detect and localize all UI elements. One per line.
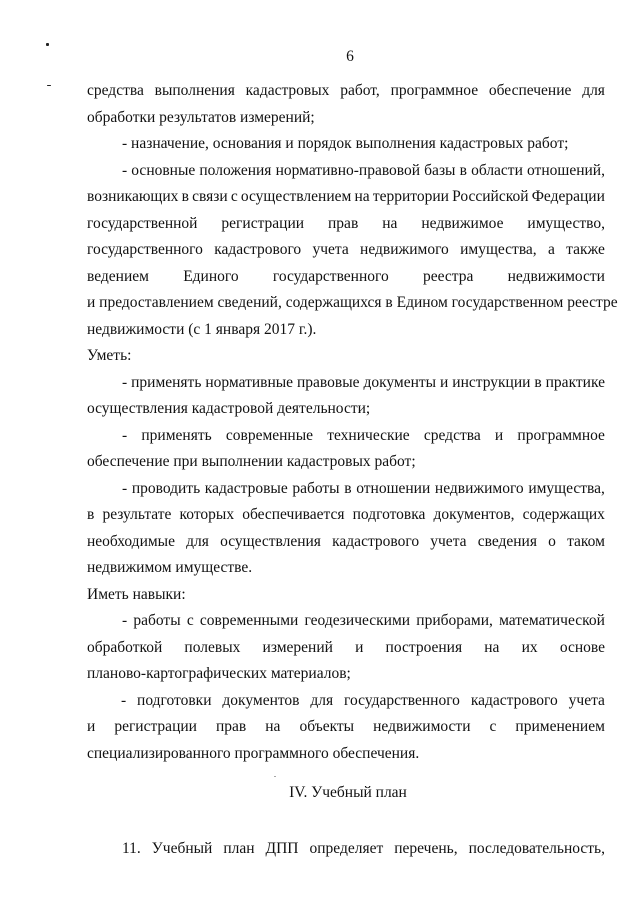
word: 11. <box>122 840 141 857</box>
clause-11 <box>87 836 605 863</box>
word: территории <box>372 188 449 205</box>
word: обеспечивается <box>242 506 345 523</box>
word: полевых <box>184 638 241 656</box>
body-text <box>87 78 618 767</box>
word: кадастрового <box>214 241 302 258</box>
word: геодезическими <box>304 612 411 629</box>
text-line: недвижимом имуществе. <box>87 559 253 576</box>
word: - <box>121 691 127 709</box>
word: государственного <box>272 267 389 285</box>
text-line <box>87 502 605 529</box>
word: на <box>382 214 398 232</box>
word: построения <box>385 638 463 656</box>
word: которых <box>179 506 235 523</box>
word: работ, <box>340 82 380 99</box>
word: на <box>484 638 500 656</box>
section-heading: IV. Учебный план <box>289 784 407 801</box>
word: государственного <box>344 691 460 709</box>
word: выполнения <box>154 82 235 99</box>
word: недвижимого <box>360 241 449 258</box>
word: Федерации <box>531 188 605 205</box>
word: документов, <box>433 506 515 523</box>
text-line <box>87 529 605 556</box>
word: с <box>489 718 497 735</box>
word: программное <box>517 426 605 444</box>
word: измерений <box>262 638 333 656</box>
text-line <box>87 211 605 238</box>
word: с <box>186 612 194 629</box>
word: для <box>582 82 605 99</box>
list-item <box>87 608 605 635</box>
word: а <box>547 241 555 258</box>
word: недвижимое <box>421 214 504 232</box>
word: таком <box>567 532 605 550</box>
word: отношении <box>356 479 431 497</box>
word: последовательность, <box>468 840 605 857</box>
text-line: осуществления кадастровой деятельности; <box>87 400 371 417</box>
list-item <box>87 158 605 185</box>
word: на <box>265 718 281 735</box>
word: для <box>186 532 209 550</box>
page-number: 6 <box>346 48 354 65</box>
word: прав <box>328 214 359 232</box>
list-item <box>87 423 605 450</box>
text-line <box>87 635 605 662</box>
word: объекты <box>299 718 355 735</box>
word: перечень, <box>394 840 458 857</box>
word: учета <box>312 241 349 258</box>
text-line <box>87 184 605 211</box>
word: математической <box>499 612 605 629</box>
word: определяет <box>309 840 384 857</box>
word: государственного <box>87 241 203 258</box>
word: основе <box>559 638 605 656</box>
text-line <box>87 78 605 105</box>
text-line: специализированного программного обеспечения. <box>87 744 420 762</box>
word: недвижимого <box>434 479 524 497</box>
word: необходимые <box>87 532 175 550</box>
word: применять <box>131 373 202 391</box>
word: работы <box>292 479 340 497</box>
text-line: обработки результатов измерений; <box>87 108 315 126</box>
word: содержащих <box>522 506 605 523</box>
word: ДПП <box>265 840 299 857</box>
word: в <box>534 373 542 391</box>
word: - <box>122 161 128 179</box>
word: - <box>122 426 128 444</box>
word: работы <box>133 612 181 629</box>
word: нормативные <box>205 373 294 391</box>
text-line <box>87 714 605 741</box>
word: о <box>548 532 556 550</box>
text-line <box>87 264 605 291</box>
word: прав <box>215 718 247 735</box>
text-line: и предоставлением сведений, содержащихся в Едином государственном реестре <box>87 294 618 311</box>
word: и <box>87 718 96 735</box>
word: применять <box>141 426 212 444</box>
text-line <box>87 836 605 863</box>
word: приборами, <box>416 612 493 629</box>
word: в <box>181 188 189 205</box>
word: - <box>122 479 128 497</box>
word: обеспечение <box>488 82 572 99</box>
word: для <box>310 691 334 709</box>
word: с <box>230 188 238 205</box>
word: кадастрового <box>470 691 558 709</box>
word: учета <box>568 691 605 709</box>
word: средства <box>87 82 144 99</box>
text-line: недвижимости (с 1 января 2017 г.). <box>87 320 317 338</box>
word: также <box>566 241 605 258</box>
word: - <box>122 373 128 391</box>
word: и <box>440 373 449 391</box>
word: базы <box>424 161 456 179</box>
word: технические <box>327 426 410 444</box>
word: современными <box>199 612 299 629</box>
word: государственной <box>87 214 198 232</box>
word: документов <box>222 691 300 709</box>
list-item <box>87 688 605 715</box>
scan-mark <box>47 85 51 86</box>
word: ведением <box>87 267 149 285</box>
word: и <box>494 426 504 444</box>
word: обработкой <box>87 638 163 656</box>
text-line: планово-картографических материалов; <box>87 665 351 682</box>
word: связи <box>192 188 228 205</box>
section-label-abilities: Иметь навыки: <box>87 585 186 603</box>
word: области <box>471 161 523 179</box>
word: недвижимости <box>507 267 605 285</box>
word: имущества, <box>528 479 605 497</box>
word: осуществления <box>220 532 321 550</box>
word: кадастрового <box>332 532 420 550</box>
word: современные <box>225 426 314 444</box>
word: правовые <box>297 373 360 391</box>
word: и <box>355 638 364 656</box>
word: на <box>354 188 370 205</box>
word: в <box>459 161 467 179</box>
scan-mark <box>274 776 276 777</box>
word: положения <box>199 161 272 179</box>
word: имущество, <box>527 214 605 232</box>
section-label-skills: Уметь: <box>87 347 132 364</box>
word: реестра <box>422 267 474 285</box>
word: учета <box>430 532 467 550</box>
word: средства <box>423 426 481 444</box>
word: Единого <box>183 267 239 285</box>
word: кадастровые <box>204 479 288 497</box>
list-item: - назначение, основания и порядок выполнения кадастровых работ; <box>122 135 569 152</box>
word: в <box>87 506 95 523</box>
word: инструкции <box>452 373 531 391</box>
text-line <box>87 237 605 264</box>
word: документы <box>363 373 437 391</box>
list-item <box>87 476 605 503</box>
word: Российской <box>452 188 529 205</box>
word: основные <box>131 161 196 179</box>
word: результате <box>102 506 172 523</box>
word: проводить <box>131 479 201 497</box>
scan-mark <box>46 43 49 46</box>
word: Учебный <box>151 840 213 857</box>
word: программное <box>390 82 479 99</box>
list-item <box>87 370 605 397</box>
word: возникающих <box>87 188 179 205</box>
word: недвижимости <box>373 718 471 735</box>
word: регистрации <box>114 718 197 735</box>
word: сведения <box>477 532 537 550</box>
word: регистрации <box>221 214 305 232</box>
word: практике <box>545 373 605 391</box>
word: их <box>521 638 538 656</box>
word: имущества, <box>460 241 537 258</box>
word: отношений, <box>527 161 605 179</box>
word: осуществлением <box>240 188 352 205</box>
word: в <box>344 479 352 497</box>
word: применением <box>515 718 605 735</box>
word: подготовки <box>137 691 212 709</box>
word: план <box>223 840 255 857</box>
word: кадастровых <box>245 82 330 99</box>
word: - <box>122 612 128 629</box>
word: подготовка <box>352 506 426 523</box>
word: нормативно-правовой <box>275 161 421 179</box>
text-line: обеспечение при выполнении кадастровых работ; <box>87 453 416 470</box>
